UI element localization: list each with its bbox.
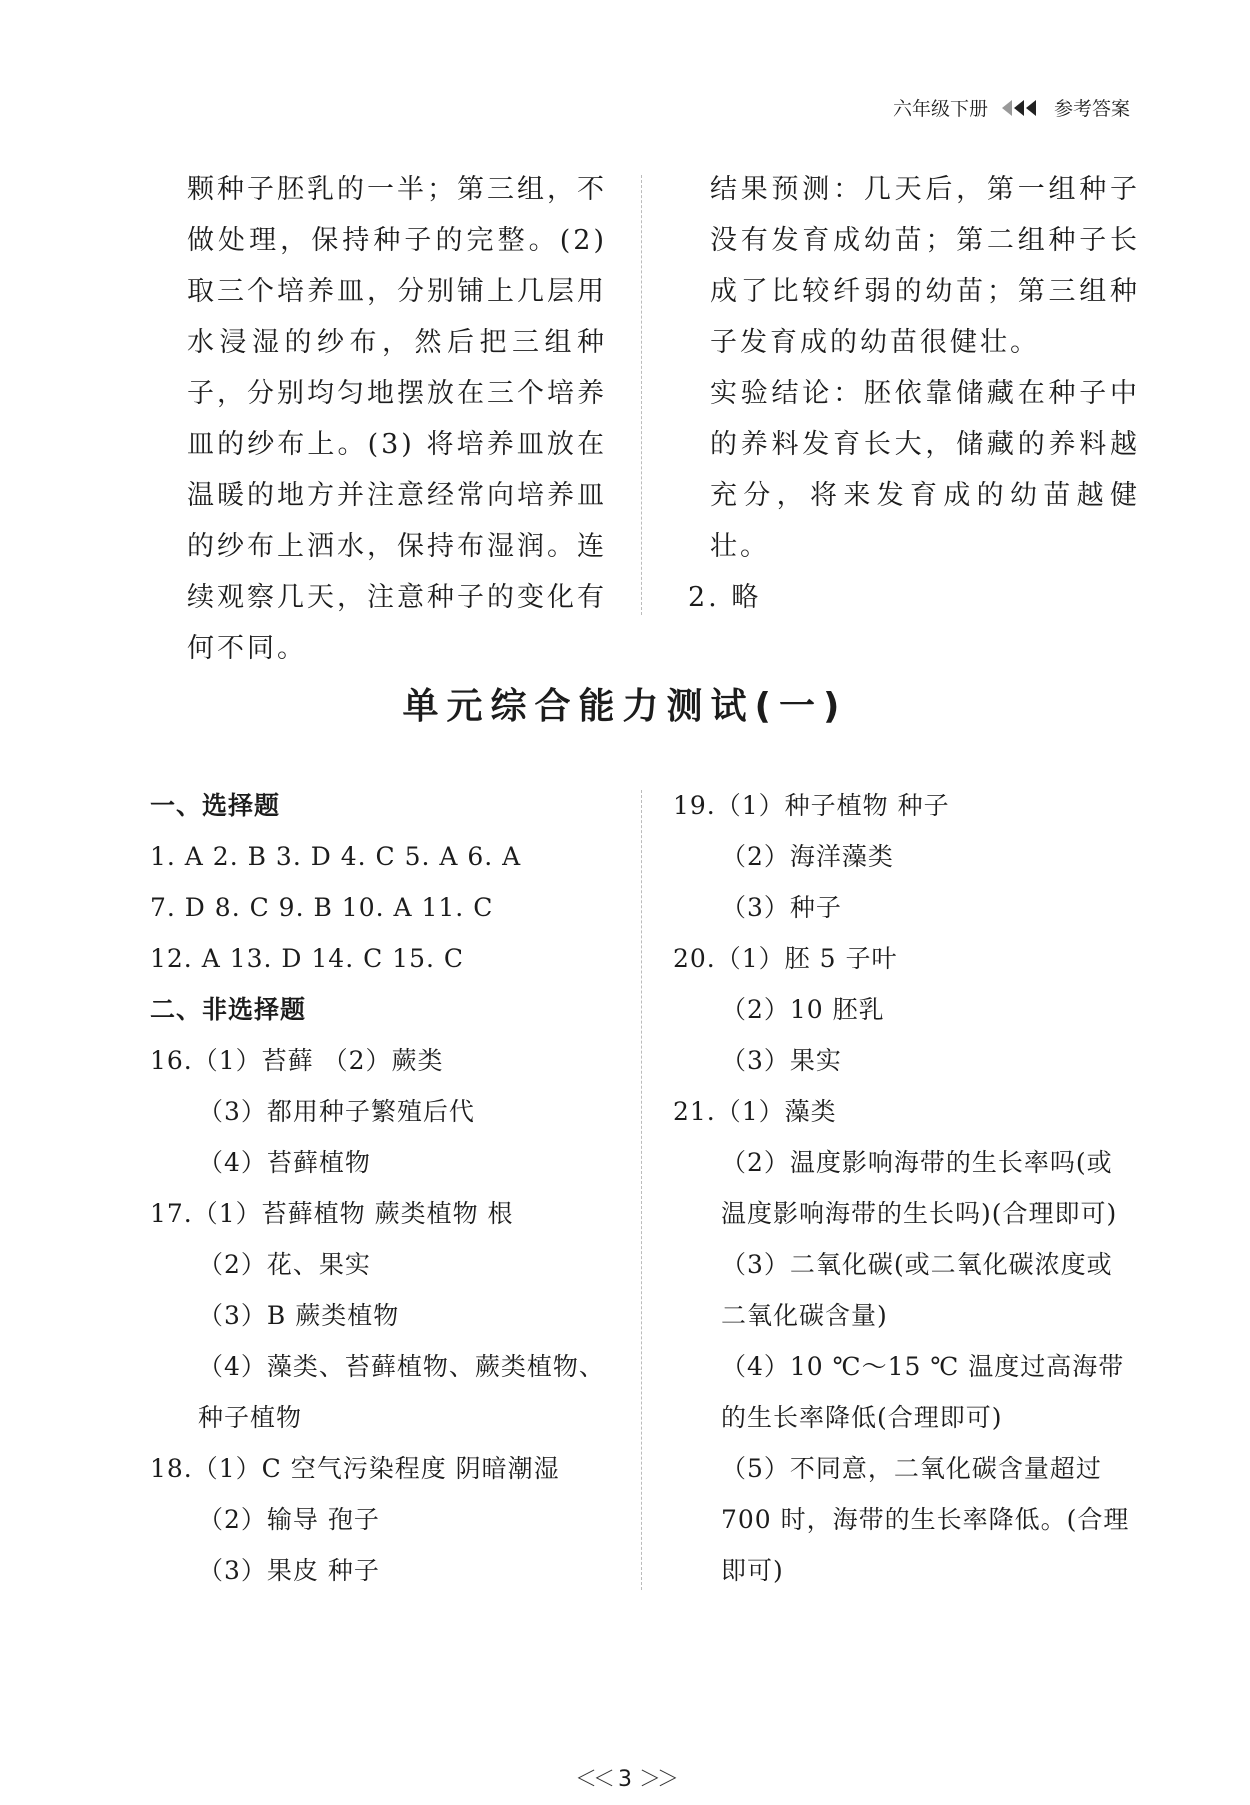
experiment-steps-paragraph: 颗种子胚乳的一半；第三组，不做处理，保持种子的完整。(2) 取三个培养皿，分别铺上几层用水浸湿的纱布，然后把三组种子，分别均匀地摆放在三个培养皿的纱布上。(3) 将培养皿放在温暖的地方并注意经常向培养皿的纱布上洒水，保持布湿润。连续观察几天，注意种子的变化有何不同。	[187, 174, 607, 664]
answer-line: 12. A 13. D 14. C 15. C	[150, 944, 465, 973]
answer-line: 7. D 8. C 9. B 10. A 11. C	[150, 893, 494, 922]
answer-line: 20.（1）胚 5 子叶	[673, 944, 898, 973]
chevron-left-icon: ＜＜	[574, 1767, 611, 1792]
column-divider-top	[641, 175, 642, 615]
answer-line: 21.（1）藻类	[673, 1097, 837, 1126]
answer-line: 1. A 2. B 3. D 4. C 5. A 6. A	[150, 842, 522, 871]
answer-line: （4）10 ℃～15 ℃ 温度过高海带的生长率降低(合理即可)	[721, 1352, 1125, 1432]
answer-line: （4）苔藓植物	[198, 1148, 371, 1177]
answer-key-title: 参考答案	[1053, 98, 1130, 120]
answer-line: （2）10 胚乳	[721, 995, 885, 1024]
answer-item-2: 2. 略	[688, 582, 762, 613]
answer-line: （3）种子	[721, 893, 842, 922]
answer-line: 18.（1）C 空气污染程度 阴暗潮湿	[150, 1454, 560, 1483]
column-divider-bottom	[641, 790, 642, 1590]
answer-line: （3）果实	[721, 1046, 842, 1075]
experiment-steps-column	[187, 164, 607, 674]
left-answer-column	[150, 780, 620, 1596]
section-title: 单元综合能力测试(一)	[402, 686, 848, 727]
answer-line: （3）二氧化碳(或二氧化碳浓度或二氧化碳含量)	[721, 1250, 1113, 1330]
experiment-result-column	[688, 164, 1140, 623]
answer-line: 17.（1）苔藓植物 蕨类植物 根	[150, 1199, 514, 1228]
result-prediction: 结果预测：几天后，第一组种子没有发育成幼苗；第二组种子长成了比较纤弱的幼苗；第三组种子发育成的幼苗很健壮。	[710, 174, 1140, 358]
answer-line: （2）温度影响海带的生长率吗(或温度影响海带的生长吗)(合理即可)	[721, 1148, 1118, 1228]
experiment-conclusion: 实验结论：胚依靠储藏在种子中的养料发育长大，储藏的养料越充分，将来发育成的幼苗越健壮。	[710, 378, 1140, 562]
answer-line: （5）不同意，二氧化碳含量超过 700 时，海带的生长率降低。(合理即可)	[721, 1454, 1130, 1585]
answer-line: （2）海洋藻类	[721, 842, 894, 871]
answer-line: （3）都用种子繁殖后代	[198, 1097, 475, 1126]
answer-line: 16.（1）苔藓 （2）蕨类	[150, 1046, 444, 1075]
section-heading: 二、非选择题	[150, 995, 307, 1024]
grade-label: 六年级下册	[892, 98, 988, 120]
page-number-value: 3	[618, 1767, 632, 1792]
answer-line: （4）藻类、苔藓植物、蕨类植物、种子植物	[198, 1352, 605, 1432]
right-answer-column	[673, 780, 1138, 1596]
triple-arrow-icon	[1002, 100, 1038, 116]
answer-line: （3）果皮 种子	[198, 1556, 380, 1585]
answer-line: （3）B 蕨类植物	[198, 1301, 400, 1330]
answer-line: （2）花、果实	[198, 1250, 371, 1279]
chevron-right-icon: ＞＞	[639, 1767, 676, 1792]
page-number	[0, 1762, 1250, 1793]
page-header	[893, 94, 1130, 121]
answer-line: 19.（1）种子植物 种子	[673, 791, 950, 820]
section-heading: 一、选择题	[150, 791, 281, 820]
answer-line: （2）输导 孢子	[198, 1505, 380, 1534]
